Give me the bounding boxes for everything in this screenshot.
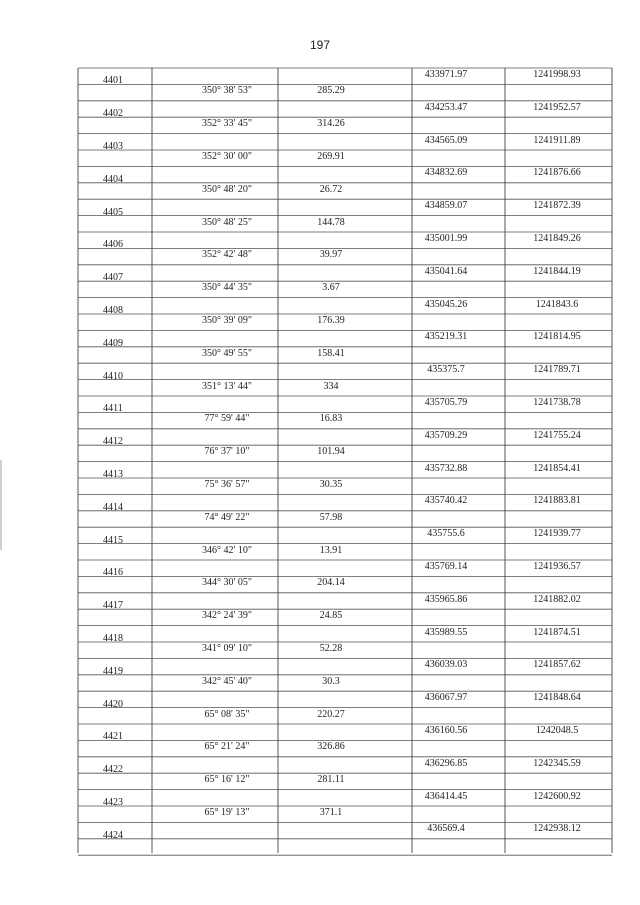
leg-distance: 334 <box>323 380 339 392</box>
point-easting: 1241789.71 <box>533 364 581 376</box>
point-id: 4417 <box>103 600 123 612</box>
leg-distance: 285.29 <box>317 85 345 97</box>
leg-bearing: 352° 33' 45" <box>202 118 252 130</box>
leg-bearing: 350° 49' 55" <box>202 347 252 359</box>
point-id: 4424 <box>103 829 123 841</box>
leg-distance: 158.41 <box>317 347 345 359</box>
point-northing: 436039.03 <box>424 659 468 671</box>
point-easting: 1241854.41 <box>533 462 581 474</box>
point-northing: 433971.97 <box>424 69 468 80</box>
point-easting: 1241874.51 <box>533 626 581 638</box>
point-id: 4404 <box>103 173 123 185</box>
leg-distance: 30.3 <box>322 675 340 687</box>
point-id: 4421 <box>103 731 123 743</box>
point-easting: 1241883.81 <box>533 495 581 507</box>
leg-distance: 3.67 <box>322 282 340 294</box>
leg-distance: 269.91 <box>317 151 345 162</box>
point-id: 4423 <box>103 796 123 808</box>
leg-bearing: 350° 48' 20" <box>202 183 252 195</box>
leg-bearing: 351° 13' 44" <box>202 380 252 392</box>
leg-bearing: 74° 49' 22" <box>204 511 250 523</box>
point-easting: 1241814.95 <box>533 331 581 343</box>
point-northing: 436569.4 <box>427 823 465 835</box>
leg-bearing: 76° 37' 10" <box>204 446 250 458</box>
leg-bearing: 65° 08' 35" <box>204 708 250 720</box>
point-northing: 435740.42 <box>424 495 468 507</box>
point-id: 4420 <box>103 698 123 710</box>
leg-distance: 52.28 <box>319 643 343 654</box>
point-id: 4413 <box>103 468 123 480</box>
point-id: 4418 <box>103 632 123 644</box>
leg-distance: 314.26 <box>317 118 345 130</box>
leg-bearing: 350° 39' 09" <box>202 315 252 326</box>
point-northing: 436296.85 <box>424 757 468 769</box>
point-id: 4410 <box>103 370 123 382</box>
leg-bearing: 352° 42' 48" <box>202 249 252 261</box>
point-northing: 434253.47 <box>424 101 468 113</box>
point-northing: 436414.45 <box>424 790 468 802</box>
point-northing: 435965.86 <box>424 593 468 605</box>
point-northing: 435219.31 <box>424 331 468 343</box>
point-id: 4415 <box>103 534 123 546</box>
point-easting: 1241755.24 <box>533 429 581 441</box>
point-northing: 435709.29 <box>424 429 468 441</box>
leg-bearing: 65° 21' 24" <box>204 741 250 753</box>
point-id: 4403 <box>103 140 123 152</box>
point-northing: 435705.79 <box>424 397 468 408</box>
point-northing: 435989.55 <box>424 626 468 638</box>
point-easting: 1241952.57 <box>533 101 581 113</box>
point-id: 4406 <box>103 239 123 251</box>
leg-distance: 371.1 <box>319 807 343 818</box>
point-northing: 436160.56 <box>424 725 468 736</box>
point-easting: 1241911.89 <box>533 134 581 146</box>
point-northing: 436067.97 <box>424 692 468 704</box>
point-id: 4408 <box>103 304 123 316</box>
point-easting: 1241738.78 <box>533 397 581 408</box>
leg-bearing: 65° 19' 13" <box>204 807 250 818</box>
point-easting: 1241849.26 <box>533 233 581 244</box>
point-id: 4422 <box>103 764 123 776</box>
point-northing: 435001.99 <box>424 233 468 244</box>
leg-bearing: 342° 24' 39" <box>202 610 252 622</box>
point-northing: 434565.09 <box>424 134 468 146</box>
point-northing: 435045.26 <box>424 298 468 310</box>
point-id: 4414 <box>103 501 123 513</box>
point-easting: 1241936.57 <box>533 561 581 572</box>
point-id: 4401 <box>103 75 123 87</box>
leg-bearing: 341° 09' 10" <box>202 643 252 654</box>
point-id: 4407 <box>103 272 123 284</box>
point-id: 4402 <box>103 108 123 120</box>
point-easting: 1241848.64 <box>533 692 581 704</box>
point-id: 4419 <box>103 665 123 677</box>
leg-bearing: 65° 16' 12" <box>204 774 250 786</box>
point-northing: 435732.88 <box>424 462 468 474</box>
leg-distance: 204.14 <box>317 577 345 589</box>
point-easting: 1241882.02 <box>533 593 581 605</box>
leg-distance: 326.86 <box>317 741 345 753</box>
leg-distance: 30.35 <box>319 479 343 490</box>
point-northing: 434859.07 <box>424 200 468 212</box>
point-id: 4409 <box>103 337 123 349</box>
point-easting: 1241843.6 <box>535 298 579 310</box>
point-easting: 1242938.12 <box>533 823 581 835</box>
point-easting: 1242048.5 <box>535 725 579 736</box>
leg-distance: 26.72 <box>319 183 343 195</box>
leg-bearing: 350° 48' 25" <box>202 216 252 228</box>
leg-distance: 220.27 <box>317 708 345 720</box>
point-northing: 435041.64 <box>424 265 468 277</box>
point-easting: 1241872.39 <box>533 200 581 212</box>
point-northing: 435755.6 <box>427 528 465 540</box>
point-id: 4412 <box>103 436 123 448</box>
leg-distance: 144.78 <box>317 216 345 228</box>
point-easting: 1242600.92 <box>533 790 581 802</box>
point-easting: 1241876.66 <box>533 167 581 179</box>
leg-distance: 39.97 <box>319 249 343 261</box>
leg-bearing: 77° 59' 44" <box>204 413 250 425</box>
leg-distance: 176.39 <box>317 315 345 326</box>
leg-bearing: 352° 30' 00" <box>202 151 252 162</box>
leg-distance: 16.83 <box>319 413 343 425</box>
leg-distance: 24.85 <box>319 610 343 622</box>
leg-bearing: 346° 42' 10" <box>202 544 252 556</box>
point-northing: 435769.14 <box>424 561 468 572</box>
page-number: 197 <box>309 38 331 52</box>
point-easting: 1241998.93 <box>533 69 581 80</box>
point-easting: 1241939.77 <box>533 528 581 540</box>
leg-distance: 281.11 <box>317 774 345 786</box>
point-easting: 1242345.59 <box>533 757 581 769</box>
point-id: 4405 <box>103 206 123 218</box>
point-northing: 435375.7 <box>427 364 465 376</box>
leg-distance: 13.91 <box>319 544 343 556</box>
point-easting: 1241844.19 <box>533 265 581 277</box>
leg-bearing: 344° 30' 05" <box>202 577 252 589</box>
point-easting: 1241857.62 <box>533 659 581 671</box>
leg-bearing: 342° 45' 40" <box>202 675 252 687</box>
leg-distance: 57.98 <box>319 511 343 523</box>
point-id: 4416 <box>103 567 123 579</box>
leg-bearing: 350° 44' 35" <box>202 282 252 294</box>
leg-bearing: 350° 38' 53" <box>202 85 252 97</box>
point-northing: 434832.69 <box>424 167 468 179</box>
leg-bearing: 75° 36' 57" <box>204 479 250 490</box>
leg-distance: 101.94 <box>317 446 345 458</box>
point-id: 4411 <box>103 403 123 415</box>
